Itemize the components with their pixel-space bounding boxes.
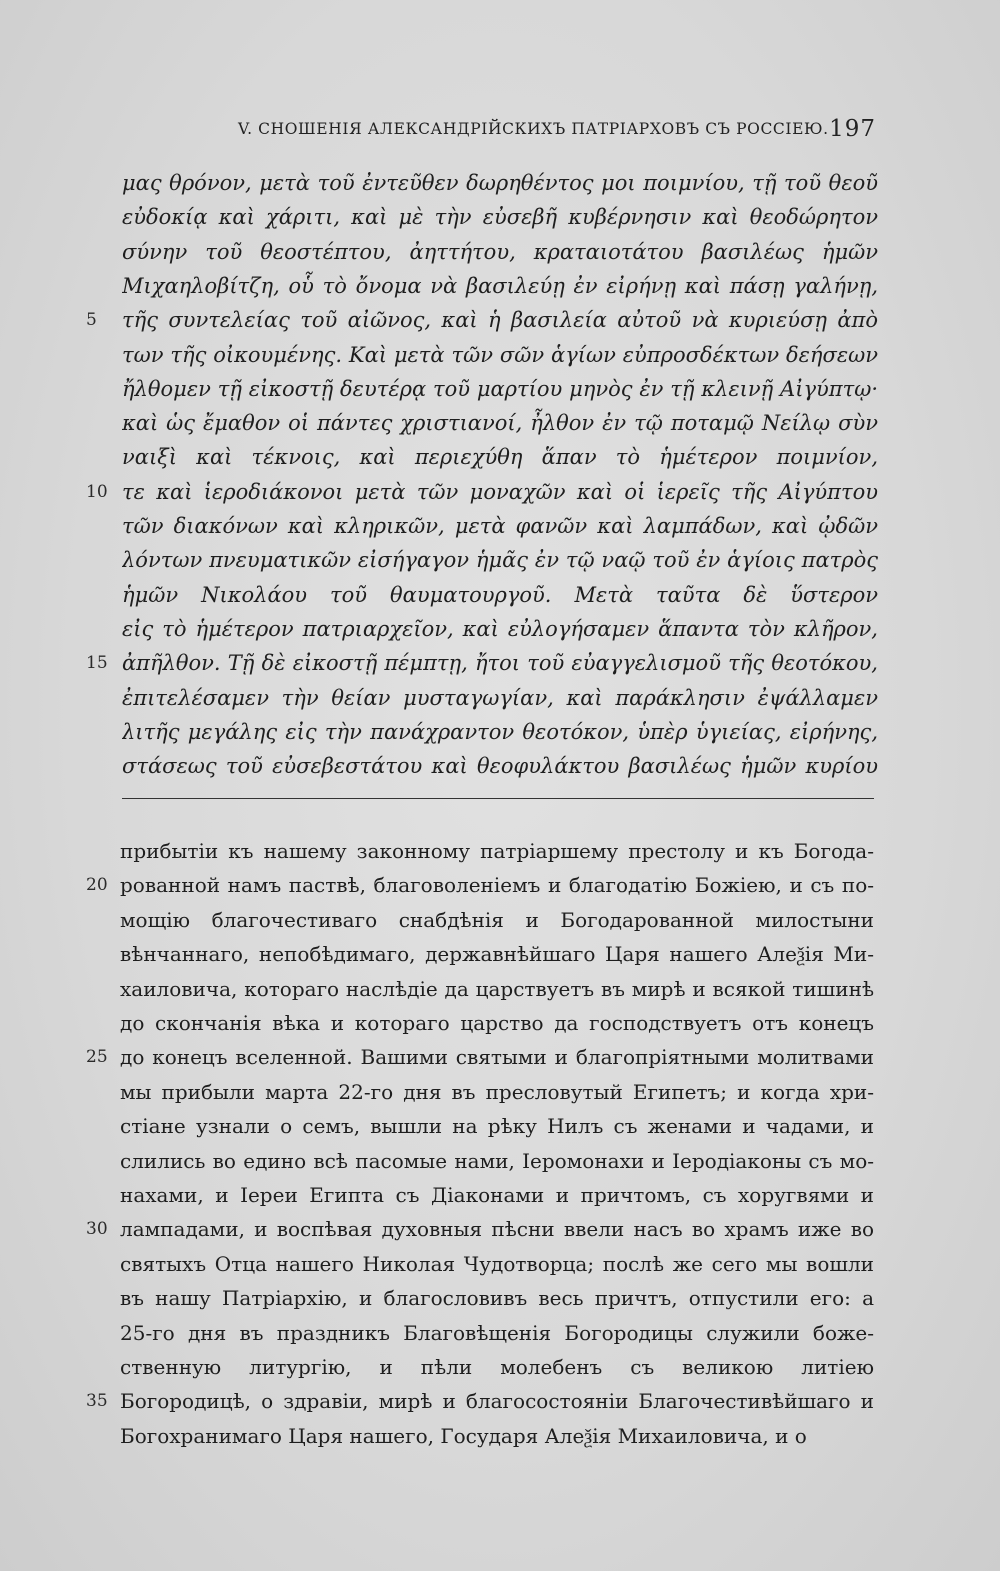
text-line: лампадами, и воспѣвая духовныя пѣсни ввели насъ во храмъ иже во	[120, 1217, 874, 1242]
text-line: λιτῆς μεγάλης εἰς τὴν πανάχραντον θεοτόκον, ὑπὲρ ὑγιείας, εἰρήνης,	[122, 719, 878, 744]
text-line: Богородицѣ, о здравіи, мирѣ и благосостояніи Благочестивѣйшаго и	[120, 1389, 874, 1414]
text-line: ственную литургію, и пѣли молебенъ съ великою литіею	[120, 1355, 874, 1379]
text-line: των τῆς οἰκουμένης. Καὶ μετὰ τῶν σῶν ἁγίων εὐπροσδέκτων δεήσεων	[122, 342, 878, 367]
text-line: καὶ ὡς ἔμαθον οἱ πάντες χριστιανοί, ἦλθον ἐν τῷ ποταμῷ Νείλῳ σὺν	[122, 411, 878, 436]
text-line: святыхъ Отца нашего Николая Чудотворца; послѣ же сего мы вошли	[120, 1251, 874, 1276]
running-header	[238, 116, 880, 148]
line-number: 25	[86, 1047, 108, 1068]
text-line: τῶν διακόνων καὶ κληρικῶν, μετὰ φανῶν καὶ λαμπάδων, καὶ ᾠδῶν	[122, 514, 878, 538]
text-line: въ нашу Патріархію, и благословивъ весь причтъ, отпустили его: а	[120, 1286, 874, 1311]
text-line: τε καὶ ἱεροδιάκονοι μετὰ τῶν μοναχῶν καὶ οἱ ἱερεῖς τῆς Αἰγύπτου	[122, 479, 878, 504]
text-line: рованной намъ паствѣ, благоволеніемъ и благодатію Божіею, и съ по-	[120, 873, 874, 898]
running-title: V. СНОШЕНІЯ АЛЕКСАНДРІЙСКИХЪ ПАТРІАРХОВЪ СЪ РОССІЕЮ.	[238, 120, 829, 138]
line-number: 20	[86, 875, 108, 896]
text-line: до скончанія вѣка и котораго царство да господствуетъ отъ конецъ	[120, 1011, 874, 1035]
horizontal-rule	[122, 798, 874, 799]
text-line: ναιξὶ καὶ τέκνοις, καὶ περιεχύθη ἅπαν τὸ ἡμέτερον ποιμνίον,	[122, 445, 878, 470]
text-line: до конецъ вселенной. Вашими святыми и благопріятными молитвами	[120, 1045, 874, 1070]
text-line: εὐδοκίᾳ καὶ χάριτι, καὶ μὲ τὴν εὐσεβῆ κυβέρνησιν καὶ θεοδώρητον	[122, 205, 878, 230]
text-line: мы прибыли марта 22-го дня въ пресловутый Египетъ; и когда хри-	[120, 1079, 874, 1104]
text-line: λόντων πνευματικῶν εἰσήγαγον ἡμᾶς ἐν τῷ ναῷ τοῦ ἐν ἁγίοις πατρὸς	[122, 548, 878, 573]
page-number: 197	[829, 116, 876, 142]
text-line: σύνην τοῦ θεοστέπτου, ἀηττήτου, κραταιοτάτου βασιλέως ἡμῶν	[122, 239, 878, 264]
text-line: мощію благочестиваго снабдѣнія и Богодарованной милостыни	[120, 907, 874, 932]
text-line: нахами, и Іереи Египта съ Діаконами и причтомъ, съ хоругвями и	[120, 1183, 874, 1207]
text-line: 25-го дня въ праздникъ Благовѣщенія Богородицы служили боже-	[120, 1320, 874, 1345]
text-line: ἤλθομεν τῇ εἰκοστῇ δευτέρᾳ τοῦ μαρτίου μηνὸς ἐν τῇ κλεινῇ Αἰγύπτῳ·	[122, 376, 878, 401]
text-line: μας θρόνον, μετὰ τοῦ ἐντεῦθεν δωρηθέντος μοι ποιμνίου, τῇ τοῦ θεοῦ	[122, 171, 878, 195]
text-line: στάσεως τοῦ εὐσεβεστάτου καὶ θεοφυλάκτου βασιλέως ἡμῶν κυρίου	[122, 754, 878, 779]
text-line: ἐπιτελέσαμεν τὴν θείαν μυσταγωγίαν, καὶ παράκλησιν ἐψάλλαμεν	[122, 685, 878, 710]
line-number: 30	[86, 1219, 108, 1240]
text-line: хаиловича, котораго наслѣдіе да царствуетъ въ мирѣ и всякой тишинѣ	[120, 976, 874, 1001]
line-number: 5	[86, 310, 97, 331]
text-line: ἀπῆλθον. Τῇ δὲ εἰκοστῇ πέμπτῃ, ἤτοι τοῦ εὐαγγελισμοῦ τῆς θεοτόκου,	[122, 651, 878, 676]
line-number: 10	[86, 481, 108, 502]
text-line: ἡμῶν Νικολάου τοῦ θαυματουργοῦ. Μετὰ ταῦτα δὲ ὕστερον	[122, 582, 878, 607]
text-line: прибытіи къ нашему законному патріаршему престолу и къ Богода-	[120, 839, 874, 863]
text-line: слились во едино всѣ пасомые нами, Іеромонахи и Іеродіаконы съ мо-	[120, 1148, 874, 1173]
text-line: вѣнчаннаго, непобѣдимаго, державнѣйшаго Царя нашего Алеѯія Ми-	[120, 942, 874, 967]
text-line: стіане узнали о семъ, вышли на рѣку Нилъ съ женами и чадами, и	[120, 1114, 874, 1139]
line-number: 35	[86, 1391, 108, 1412]
text-line: εἰς τὸ ἡμέτερον πατριαρχεῖον, καὶ εὐλογήσαμεν ἅπαντα τὸν κλῆρον,	[122, 616, 878, 641]
line-number: 15	[86, 653, 108, 674]
text-line: τῆς συντελείας τοῦ αἰῶνος, καὶ ἡ βασιλεία αὐτοῦ νὰ κυριεύσῃ ἀπὸ	[122, 308, 878, 333]
text-line: Богохранимаго Царя нашего, Государя Алеѯія Михаиловича, и о	[120, 1423, 807, 1448]
text-line: Μιχαηλοβίτζη, οὗ τὸ ὄνομα νὰ βασιλεύῃ ἐν εἰρήνῃ καὶ πάσῃ γαλήνῃ,	[122, 273, 878, 298]
